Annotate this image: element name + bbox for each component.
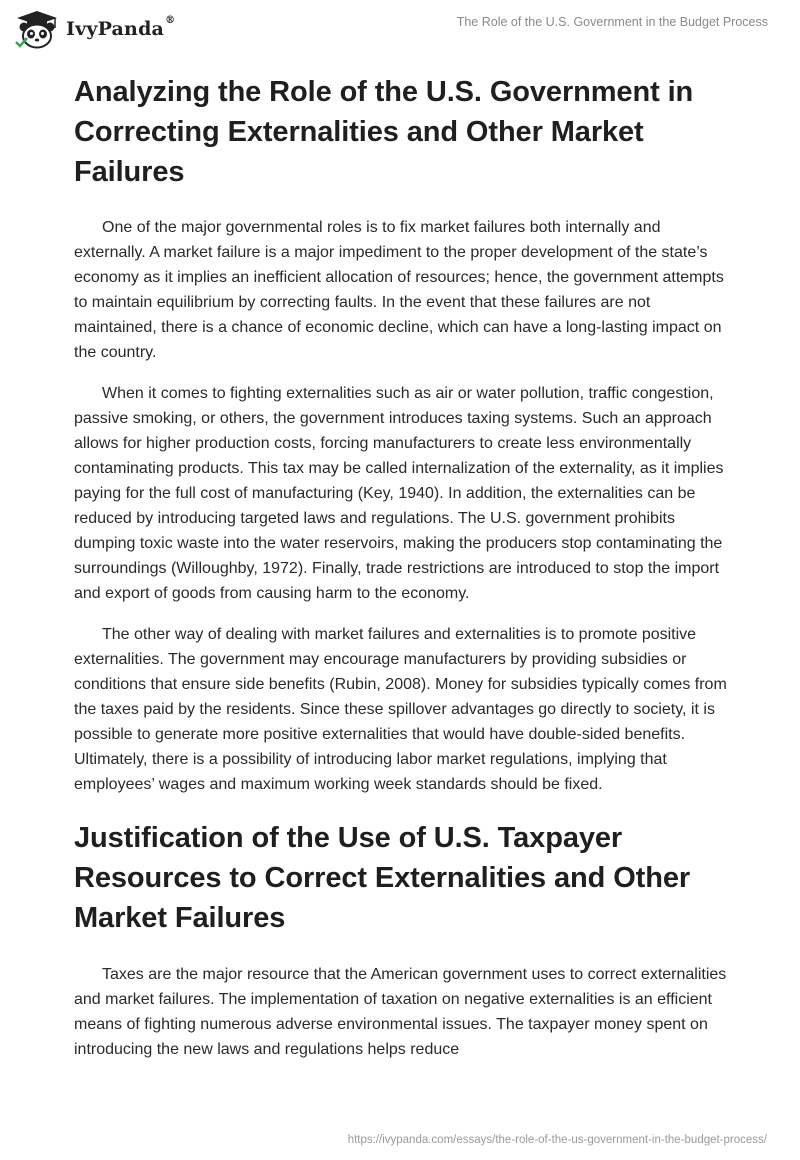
paragraph-fighting-externalities: When it comes to fighting externalities such as air or water pollution, traffic congestion, passive smoking, or others, the government introduces taxing systems. Such an approach allows for higher production costs, forcing manufacturers to create less environmentally contaminating products. This tax may be called internalization of the externality, as it implies paying for the full cost of manufacturing (Key, 1940). In addition, the externalities can be reduced by introducing targeted laws and regulations. The U.S. government prohibits dumping toxic waste into the water reservoirs, making the producers stop contaminating the surroundings (Willoughby, 1972). Finally, trade restrictions are introduced to stop the import and export of goods from causing harm to the economy. [74, 385, 724, 602]
page-header [0, 0, 800, 60]
logo-text: IvyPanda® [66, 15, 176, 40]
running-title: The Role of the U.S. Government in the Budget Process [456, 15, 768, 29]
paragraph-positive-externalities: The other way of dealing with market failures and externalities is to promote positive externalities. The government may encourage manufacturers by providing subsidies or conditions that ensure side benefits (Rubin, 2008). Money for subsidies typically comes from the taxes paid by the residents. Since these spillover advantages go directly to society, it is possible to generate more positive externalities that would have double-sided benefits. Ultimately, there is a possibility of introducing labor market regulations, implying that employees’ wages and maximum working week standards should be fixed. [74, 626, 727, 793]
section-heading-role: Analyzing the Role of the U.S. Government in Correcting Externalities and Other Market Failures [74, 76, 694, 188]
paragraph-market-failures: One of the major governmental roles is to fix market failures both internally and externally. A market failure is a major impediment to the proper development of the state’s economy as it implies an inefficient allocation of resources; hence, the government attempts to maintain equilibrium by correcting faults. In the event that these failures are not maintained, there is a chance of economic decline, which can have a long-lasting impact on the country. [74, 219, 724, 361]
article-body [74, 72, 734, 1062]
panda-graduate-icon [14, 9, 60, 49]
section-heading-justification: Justification of the Use of U.S. Taxpayer Resources to Correct Externalities and Other Market Failures [74, 822, 691, 934]
registered-mark: ® [165, 15, 176, 26]
footer-url[interactable]: https://ivypanda.com/essays/the-role-of-the-us-government-in-the-budget-process/ [347, 1134, 767, 1146]
logo[interactable] [14, 9, 175, 49]
paragraph-taxes: Taxes are the major resource that the American government uses to correct externalities and market failures. The implementation of taxation on negative externalities is an efficient means of fighting numerous adverse environmental issues. The taxpayer money spent on introducing the new laws and regulations helps reduce [74, 966, 727, 1058]
